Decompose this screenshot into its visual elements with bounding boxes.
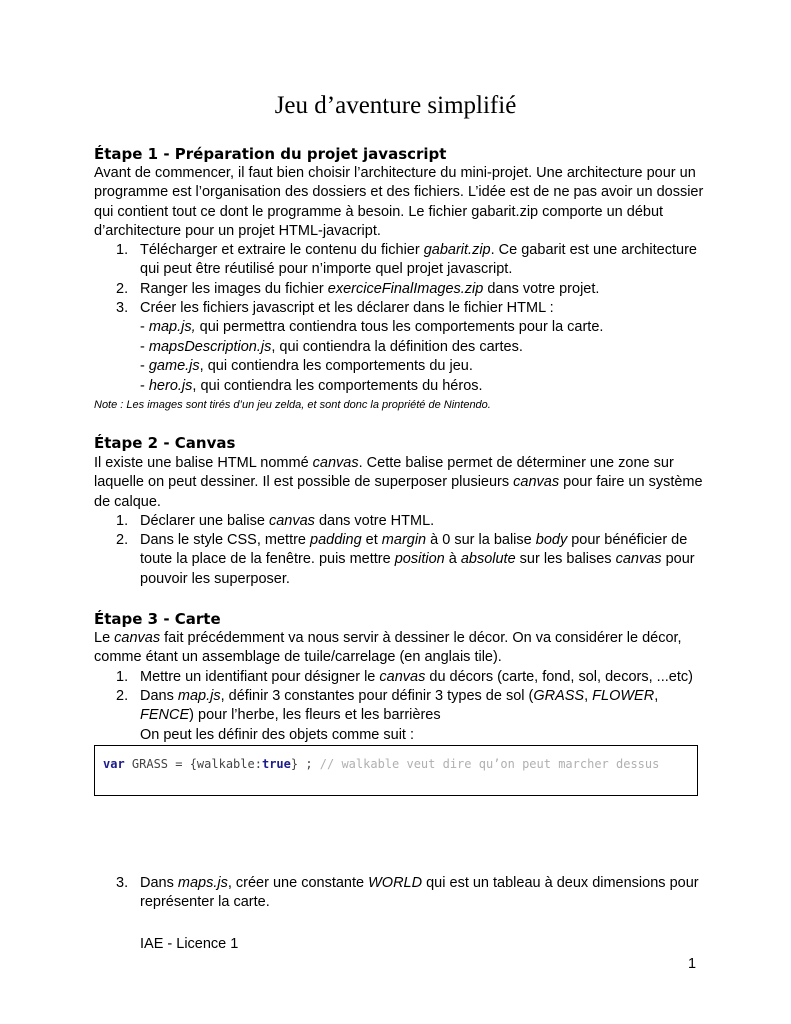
document-page: Jeu d’aventure simplifié Étape 1 - Préparation du projet javascript Avant de commencer, il faut bien choisir l’architecture du mini-projet. Une architecture pour un programme est l’organisation des dossiers et des fichiers. L’idée est de ne pas avoir un dossier qui contient tout ce dont le programme à besoin. Le fichier gabarit.zip comporte un début d’architecture pour un projet HTML-javacript. 1. Télécharger et extraire le contenu du fichier gabarit.zip. Ce gabarit est une architecture qui peut être réutilisé pour n’importe quel projet javascript. 2. Ranger les images du fichier exerciceFinalImages.zip dans votre projet. 3. Créer les fichiers javascript et les déclarer dans le fichier HTML : - map.js, qui permettra contiendra tous les comportements pour la carte. - mapsDescription.js, qui contiendra la définition des cartes. - game.js, qui contiendra les comportements du jeu. - hero.js, qui contiendra les comportements du héros. Note : Les images sont tirés d’un jeu zelda, et sont donc la propriété de Nintendo. Étape 2 - Canvas Il existe une balise HTML nommé canvas. Cette balise permet de déterminer une zone sur laquelle on peut dessiner. Il est possible de superposer plusieurs canvas pour faire un système de calque. 1. Déclarer une balise canvas dans votre HTML. 2. Dans le style CSS, mettre padding et margin à 0 sur la balise body pour bénéficier de toute la place de la fenêtre. puis mettre position à absolute sur les balises canvas pour pouvoir les superposer. Étape 3 - Carte Le canvas fait précédemment va nous servir à dessiner le décor. On va considérer le décor, comme étant un assemblage de tuile/carrelage (en anglais tile). 1. Mettre un identifiant pour désigner le canvas du décors (carte, fond, sol, decors, ...etc) 2. Dans map.js, définir 3 constantes pour définir 3 types de sol (GRASS, FLOWER, FENCE) pour l’herbe, les fleurs et les barrières On peut les définir des objets comme suit : var GRASS = {walkable:true} ; // walkable veut dire qu’on peut marcher dessus 3. Dans maps.js, créer une constante WORLD qui est un tableau à deux dimensions pour représenter la carte. IAE - Licence 1 1 [0, 0, 791, 1024]
file-mapsdescription-js: - mapsDescription.js, qui contiendra la définition des cartes. [140, 339, 523, 355]
code-block: var GRASS = {walkable:true} ; // walkable veut dire qu’on peut marcher dessus [94, 745, 698, 796]
file-map-js: - map.js, qui permettra contiendra tous les comportements pour la carte. [140, 319, 604, 335]
step2-intro: Il existe une balise HTML nommé canvas. Cette balise permet de déterminer une zone sur laquelle on peut dessiner. Il est possible de superposer plusieurs canvas pour faire un système de calque. [94, 455, 703, 510]
file-hero-js: - hero.js, qui contiendra les comportements du héros. [140, 378, 483, 394]
page-title: Jeu d’aventure simplifié [274, 92, 517, 119]
step2-heading: Étape 2 - Canvas [94, 434, 236, 452]
step3-intro: Le canvas fait précédemment va nous servir à dessiner le décor. On va considérer le décor, comme étant un assemblage de tuile/carrelage (en anglais tile). [94, 630, 682, 666]
footer-label: IAE - Licence 1 [140, 936, 239, 952]
step1-note: Note : Les images sont tirés d’un jeu zelda, et sont donc la propriété de Nintendo. [94, 399, 491, 411]
page-number: 1 [688, 956, 697, 972]
step1-heading: Étape 1 - Préparation du projet javascript [94, 145, 447, 163]
step3-heading: Étape 3 - Carte [94, 610, 221, 628]
step1-intro: Avant de commencer, il faut bien choisir l’architecture du mini-projet. Une architecture pour un programme est l’organisation des dossiers et des fichiers. L’idée est de ne pas avoir un dossier qui contient tout ce dont le programme à besoin. Le fichier gabarit.zip comporte un début d’architecture pour un projet HTML-javacript. [94, 165, 704, 240]
file-game-js: - game.js, qui contiendra les comportements du jeu. [140, 358, 473, 374]
